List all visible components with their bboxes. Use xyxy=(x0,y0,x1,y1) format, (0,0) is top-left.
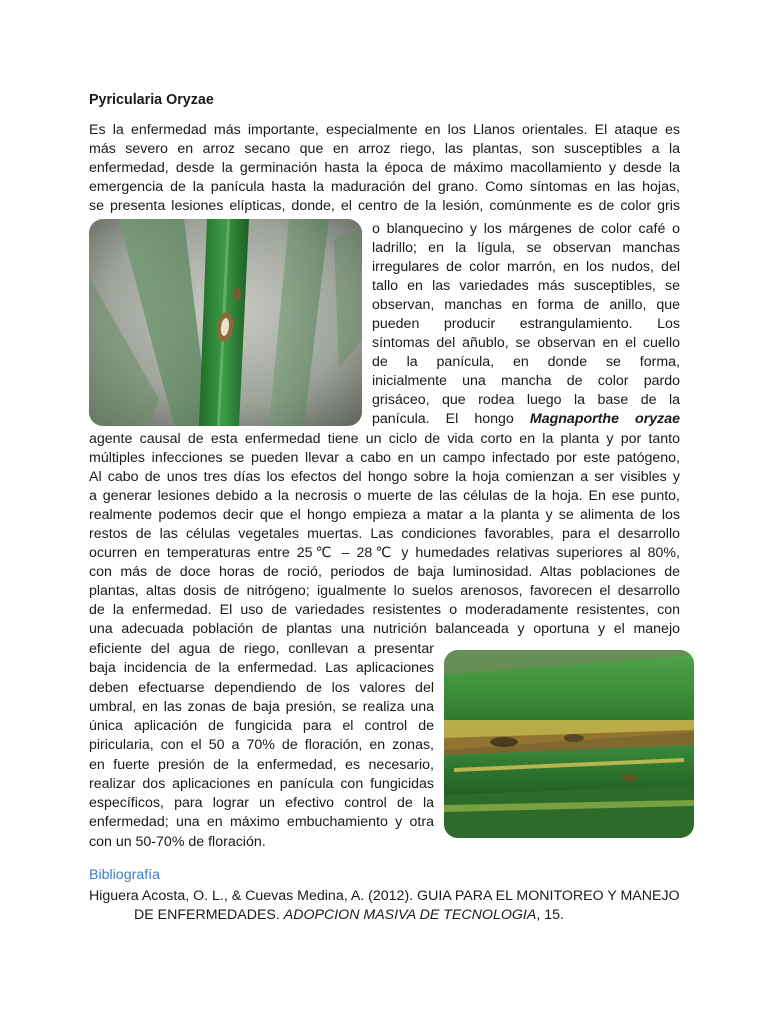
paragraph-line: de la enfermedad. El uso de variedades resistentes o moderadamente resistentes, con xyxy=(89,602,680,618)
paragraph-line: deben efectuarse dependiendo de los valores del xyxy=(89,680,434,696)
panicle-infection-photo xyxy=(444,650,694,838)
paragraph-line: pueden producir estrangulamiento. Los xyxy=(372,316,680,332)
paragraph-line: tallo en las variedades más susceptibles, se xyxy=(372,278,680,294)
paragraph-line: en fuerte presión de la enfermedad, es necesario, xyxy=(89,757,434,773)
paragraph-line: baja incidencia de la enfermedad. Las aplicaciones xyxy=(89,660,434,676)
page-title: Pyricularia Oryzae xyxy=(89,92,214,108)
paragraph-line: con un 50-70% de floración. xyxy=(89,834,266,850)
paragraph-text: panícula. El hongo xyxy=(372,411,530,427)
reference-text: , 15. xyxy=(536,907,564,923)
paragraph-line: o blanquecino y los márgenes de color café o xyxy=(372,221,680,237)
paragraph-line: se presenta lesiones elípticas, donde, el centro de la lesión, comúnmente es de color gris xyxy=(89,198,680,214)
paragraph-line: piricularia, con el 50 a 70% de floración, en zonas, xyxy=(89,737,434,753)
paragraph-line: inicialmente una mancha de color pardo xyxy=(372,373,680,389)
paragraph-line: Es la enfermedad más importante, especialmente en los Llanos orientales. El ataque es xyxy=(89,122,680,138)
paragraph-line: una adecuada población de plantas una nutrición balanceada y oportuna y el manejo xyxy=(89,621,680,637)
reference-line xyxy=(134,906,564,925)
paragraph-line: Al cabo de unos tres días los efectos del hongo sobre la hoja comienzan a ser visibles y xyxy=(89,469,680,485)
paragraph-line: a generar lesiones debido a la necrosis o muerte de las células de la hoja. En ese punto, xyxy=(89,488,680,504)
pathogen-name: Magnaporthe oryzae xyxy=(529,411,680,427)
reference-source: ADOPCION MASIVA DE TECNOLOGIA xyxy=(283,907,537,923)
paragraph-line: irregulares de color marrón, en los nudos, del xyxy=(372,259,680,275)
reference-line: Higuera Acosta, O. L., & Cuevas Medina, A. (2012). GUIA PARA EL MONITOREO Y MANEJO xyxy=(89,888,680,904)
paragraph-line: ocurren en temperaturas entre 25℃ – 28℃ y humedades relativas superiores al 80%, xyxy=(89,545,680,561)
paragraph-line: restos de las células vegetales muertas. Las condiciones favorables, para el desarrollo xyxy=(89,526,680,542)
bibliography-heading: Bibliografía xyxy=(89,867,160,883)
paragraph-line: ladrillo; en la lígula, se observan manchas xyxy=(372,240,680,256)
paragraph-line: observan, manchas en forma de anillo, que xyxy=(372,297,680,313)
paragraph-line: síntomas del añublo, se observan en el cuello xyxy=(372,335,680,351)
paragraph-line: realizar dos aplicaciones en panícula con fungicidas xyxy=(89,776,434,792)
leaf-lesion-photo xyxy=(89,219,362,426)
paragraph-line: más severo en arroz secano que en arroz riego, las plantas, son susceptibles a la xyxy=(89,141,680,157)
paragraph-line: enfermedad; una en máximo embuchamiento y otra xyxy=(89,814,434,830)
paragraph-line: grisáceo, que rodea luego la base de la xyxy=(372,392,680,408)
paragraph-line: emergencia de la panícula hasta la maduración del grano. Como síntomas en las hojas, xyxy=(89,179,680,195)
paragraph-line: de la panícula, en donde se forma, xyxy=(372,354,680,370)
paragraph-line: eficiente del agua de riego, conllevan a presentar xyxy=(89,641,434,657)
paragraph-line: realmente podemos decir que el hongo empieza a matar a la planta y se alimenta de los xyxy=(89,507,680,523)
paragraph-line: con más de doce horas de roció, periodos de baja luminosidad. Altas poblaciones de xyxy=(89,564,680,580)
paragraph-line: umbral, en las zonas de baja presión, se realiza una xyxy=(89,699,434,715)
paragraph-line: específicos, para lograr un efectivo control de la xyxy=(89,795,434,811)
paragraph-line: múltiples infecciones se pueden llevar a cabo en un campo infectado por este patógeno, xyxy=(89,450,680,466)
paragraph-line: agente causal de esta enfermedad tiene un ciclo de vida corto en la planta y por tanto xyxy=(89,431,680,447)
paragraph-line xyxy=(372,410,680,429)
paragraph-line: plantas, altas dosis de nitrógeno; igualmente lo suelos arenosos, favorecen el desarrollo xyxy=(89,583,680,599)
reference-text: DE ENFERMEDADES. xyxy=(134,907,284,923)
paragraph-line: enfermedad, desde la germinación hasta la época de máximo macollamiento y desde la xyxy=(89,160,680,176)
paragraph-line: única aplicación de fungicida para el control de xyxy=(89,718,434,734)
